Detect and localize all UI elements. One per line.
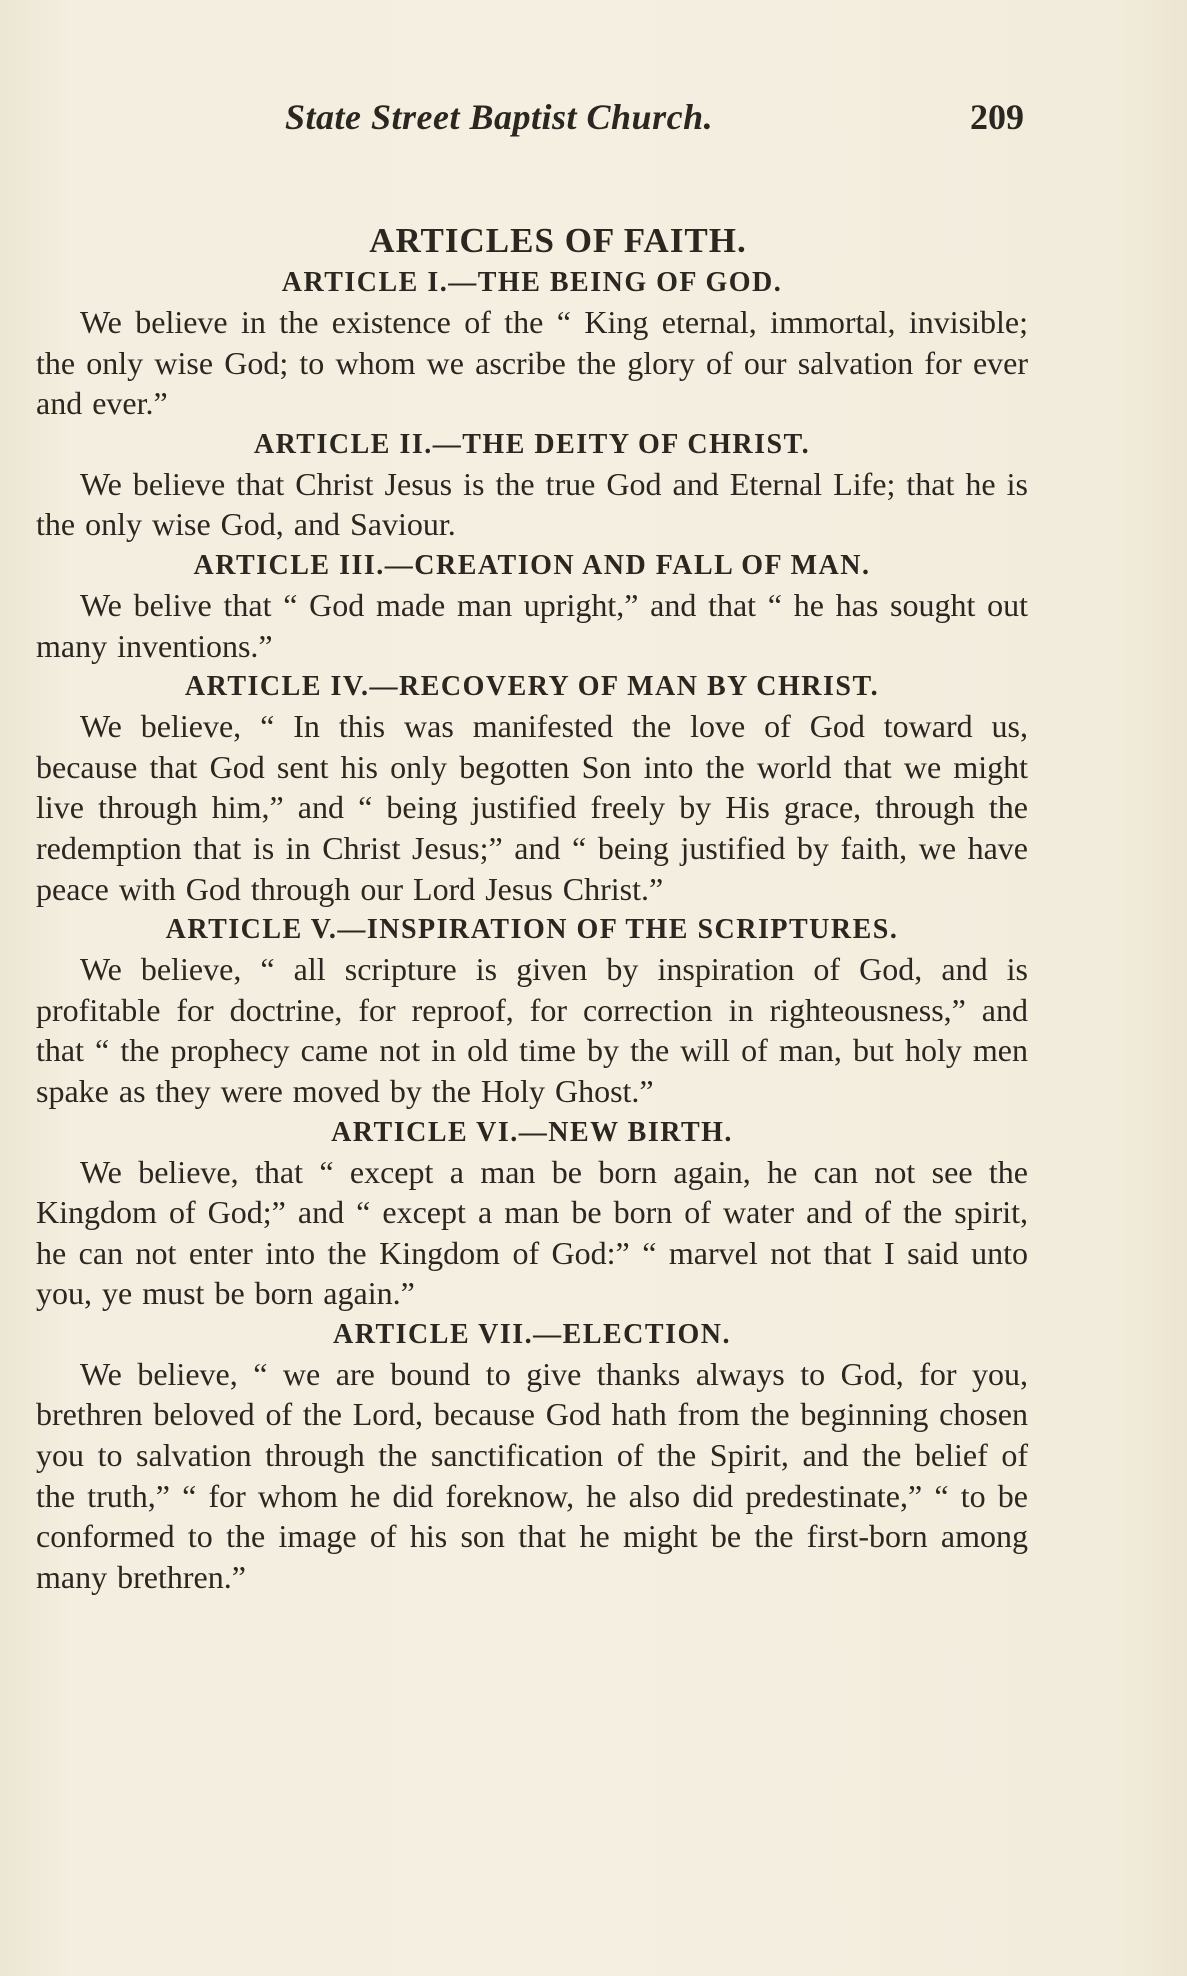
article-text-4: We believe, “ In this was manifested the love of God toward us, because that God sent his only begotten Son into the world that we might live through him,” and “ being justified freely by His grace, through the redemption that is in Christ Jesus;” and “ being justified by faith, we have peace with God through our Lord Jesus Christ.” bbox=[36, 708, 1028, 907]
article-heading-7: ARTICLE VII.—ELECTION. bbox=[333, 1318, 731, 1350]
article-text-3: We belive that “ God made man upright,” and that “ he has sought out many inventions.” bbox=[36, 586, 1028, 664]
articles-of-faith bbox=[36, 220, 1028, 1599]
article-heading-2: ARTICLE II.—THE DEITY OF CHRIST. bbox=[253, 428, 811, 460]
page-title: ARTICLES OF FAITH. bbox=[369, 221, 747, 260]
article-text-7: We believe, “ we are bound to give thanks always to God, for you, brethren beloved of the Lord, because God hath from the beginning chosen you to salvation through the sanctification of the Spirit, and the belief of the truth,” “ for whom he did foreknow, he also did predestinate,” “ to be conformed to the image of his son that he might be the first-born among many brethren.” bbox=[36, 1355, 1028, 1595]
article-heading-6: ARTICLE VI.—NEW BIRTH. bbox=[331, 1116, 733, 1148]
article-heading-4: ARTICLE IV.—RECOVERY OF MAN BY CHRIST. bbox=[184, 671, 880, 703]
page-number: 209 bbox=[970, 97, 1024, 137]
article-text-2: We believe that Christ Jesus is the true God and Eternal Life; that he is the only wise God, and Saviour. bbox=[36, 465, 1028, 543]
article-text-5: We believe, “ all scripture is given by inspiration of God, and is profitable for doctrine, for reproof, for correction in righteousness,” and that “ the prophecy came not in old time by the will of man, but holy men spake as they were moved by the Holy Ghost.” bbox=[36, 951, 1028, 1109]
article-text-1: We believe in the existence of the “ King eternal, immortal, invisible; the only wise God; to whom we ascribe the glory of our salvation for ever and ever.” bbox=[36, 304, 1028, 422]
running-head bbox=[0, 96, 1187, 144]
article-heading-3: ARTICLE III.—CREATION AND FALL OF MAN. bbox=[193, 549, 871, 581]
article-heading-5: ARTICLE V.—INSPIRATION OF THE SCRIPTURES. bbox=[165, 914, 899, 946]
article-text-6: We believe, that “ except a man be born again, he can not see the Kingdom of God;” and “ except a man be born of water and of the spirit, he can not enter into the Kingdom of God:” “ marvel not that I said unto you, ye must be born again.” bbox=[36, 1153, 1028, 1312]
article-heading-1: ARTICLE I.—THE BEING OF GOD. bbox=[281, 267, 783, 298]
running-title: State Street Baptist Church. bbox=[285, 97, 714, 137]
